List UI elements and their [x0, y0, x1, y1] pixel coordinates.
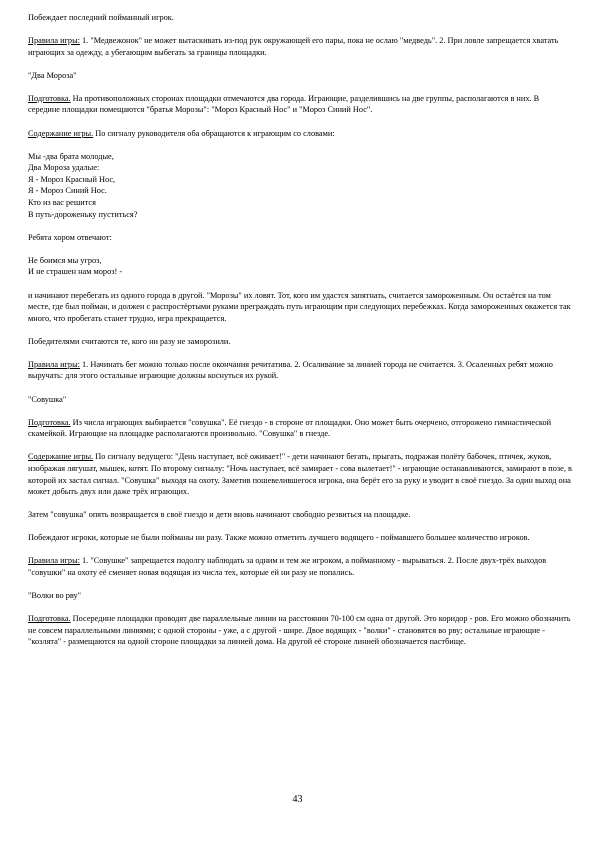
document-page: [28, 12, 573, 659]
page-number: 43: [292, 794, 303, 805]
poem-line: Мы -два брата молодые,: [28, 151, 114, 161]
section-label-preparation: Подготовка.: [28, 93, 71, 103]
paragraph-winners-2: Побеждают игроки, которые не были пойманы ни разу. Также можно отметить лучшего водящего - поймавшего большее количество игроков.: [28, 533, 530, 543]
paragraph-text: По сигналу руководителя оба обращаются к играющим со словами:: [93, 128, 335, 138]
section-label-rules: Правила игры:: [28, 556, 80, 566]
paragraph-text: По сигналу ведущего: "День наступает, всё оживает!" - дети начинают бегать, прыгать, подражая полёту бабочек, птичек, жуков, изображая лягушат, мышек, котят. По второму сигналу: "Ночь наступает, всё замирает - сова вылетает!" - играющие останавливаются, замирают в позе, в которой их застал сигнал. "Совушка" выходя на охоту. Заметив пошевелившегося игрока, она берёт его за руку и уводит в своё гнездо. За один выход она может добыть двух или даже трёх играющих.: [28, 452, 572, 497]
poem-line: Два Мороза удалые:: [28, 163, 100, 173]
section-label-preparation: Подготовка.: [28, 614, 71, 624]
game-title-two-frosts: "Два Мороза": [28, 70, 77, 80]
paragraph-owl-returns: Затем "совушка" опять возвращается в своё гнездо и дети вновь начинают свободно резвиться на площадке.: [28, 510, 411, 520]
paragraph-preparation-3: [28, 613, 573, 648]
poem-line: Кто из вас решится: [28, 198, 96, 208]
poem-line: Не боимся мы угроз,: [28, 255, 102, 265]
paragraph-children-answer: Ребята хором отвечают:: [28, 232, 112, 242]
paragraph-content-1: [28, 128, 573, 140]
game-title-wolves: "Волки во рву": [28, 591, 82, 601]
paragraph-text: На противоположных сторонах площадки отмечаются два города. Играющие, разделившись на две группы, располагаются в них. В середине площадки помещаются "братья Морозы": "Мороз Красный Нос" и "Мороз Синий Нос".: [28, 93, 540, 115]
paragraph-winners-1: Победителями считаются те, кого ни разу не заморозили.: [28, 336, 231, 346]
poem-line: В путь-дороженьку пуститься?: [28, 209, 138, 219]
section-label-content: Содержание игры.: [28, 128, 94, 138]
paragraph-text: 1. Начинать бег можно только после окончания речитатива. 2. Осаливание за линией города не считается. 3. Осаленных ребят можно выручать: для этого остальные играющие должны коснуться их рукой.: [28, 359, 553, 381]
paragraph-content-2: [28, 451, 573, 497]
game-title-owl: "Совушка": [28, 394, 67, 404]
paragraph-text: 1. "Совушке" запрещается подолгу наблюдать за одним и тем же игроком, а пойманному - вырываться. 2. После двух-трёх выходов "совушки" на охоту её сменяет новая водящая из числа тех, которые ей ни разу не попались.: [28, 556, 547, 577]
paragraph-rules-3: [28, 555, 573, 578]
section-label-content: Содержание игры.: [28, 452, 94, 462]
poem-frosts: [28, 151, 573, 221]
poem-answer: [28, 255, 573, 278]
paragraph-text: Из числа играющих выбирается "совушка". Её гнездо - в стороне от площадки. Оно может быть очерчено, отгорожено гимнастической скамейкой. Играющие на площадке располагаются произвольно. "Совушка" в гнезде.: [28, 417, 552, 439]
section-label-preparation: Подготовка.: [28, 417, 71, 427]
poem-line: Я - Мороз Красный Нос,: [28, 174, 116, 184]
paragraph-preparation-1: [28, 93, 573, 116]
section-label-rules: Правила игры:: [28, 359, 80, 369]
paragraph-game-run: и начинают перебегать из одного города в другой. "Морозы" их ловят. Тот, кого им удастся запятнать, считается замороженным. Он остаётся на том месте, где был пойман, и должен с распростёртыми руками преграждать путь играющим при следующих перебежках. Когда замороженных окажется так много, что пробегать станет трудно, игра прекращается.: [28, 290, 571, 323]
paragraph-preparation-2: [28, 417, 573, 440]
poem-line: Я - Мороз Синий Нос.: [28, 186, 107, 196]
paragraph-rules-1: [28, 35, 573, 58]
paragraph-intro: Побеждает последний пойманный игрок.: [28, 13, 174, 22]
paragraph-rules-2: [28, 359, 573, 382]
section-label-rules: Правила игры:: [28, 36, 80, 46]
paragraph-text: Посередине площадки проводят две параллельные линии на расстоянии 70-100 см одна от другой. Это коридор - ров. Его можно обозначить не совсем параллельными линиями; с одной стороны - уже, а с другой - шире. Двое водящих - "волки" - становятся во рву; остальные играющие - "козлята" - размещаются на одной стороне площадки за линией дома. На другой её стороне линией обозначается пастбище.: [28, 614, 571, 647]
poem-line: И не страшен нам мороз! -: [28, 267, 123, 277]
paragraph-text: 1. "Медвежонок" не может вытаскивать из-под рук окружающей его пары, пока не ослаю "медведь". 2. При ловле запрещается хватать играющих за одежду, а убегающим выбегать за границы площадки.: [28, 36, 559, 57]
